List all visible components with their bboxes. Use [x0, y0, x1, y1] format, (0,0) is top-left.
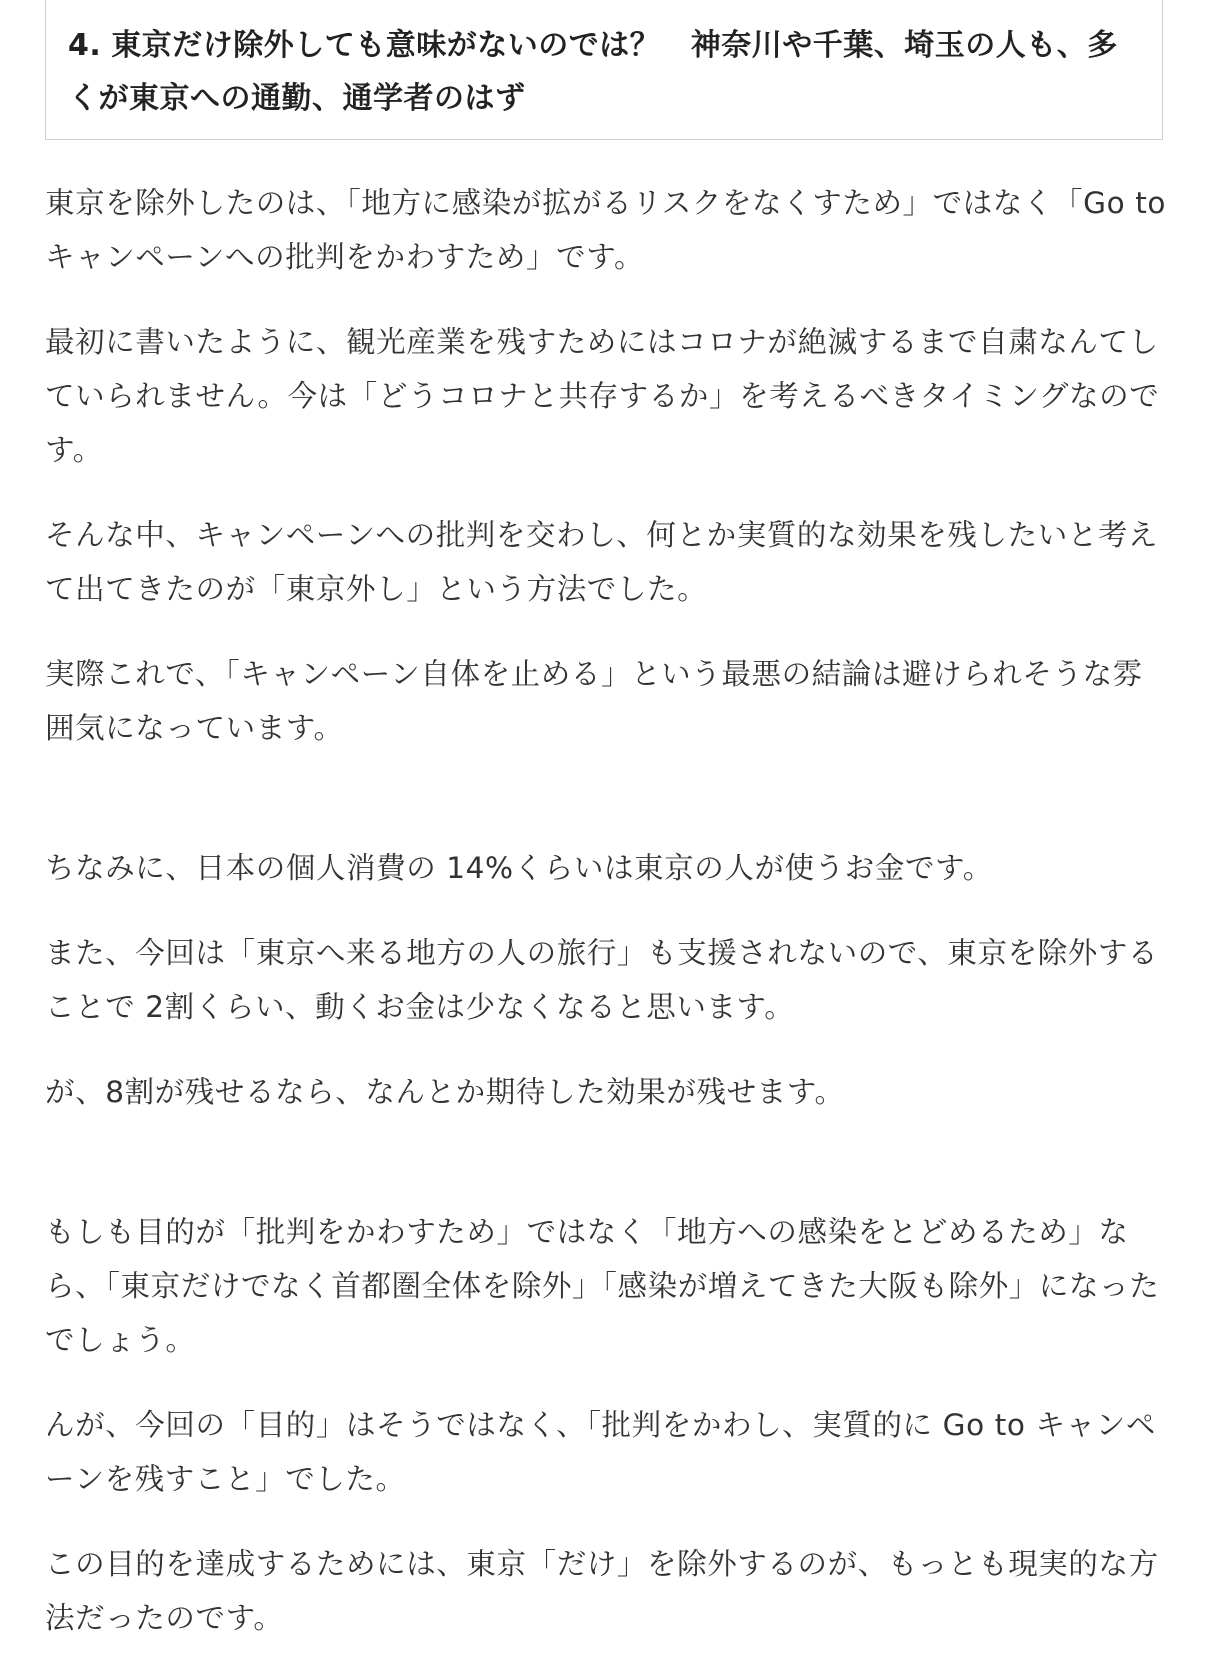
paragraph: ちなみに、日本の個人消費の 14%くらいは東京の人が使うお金です。 [45, 851, 993, 885]
paragraph: そんな中、キャンペーンへの批判を交わし、何とか実質的な効果を残したいと考えて出てきたのが「東京外し」という方法でした。 [45, 518, 1159, 606]
section-number: 4. [68, 28, 102, 63]
paragraph: んが、今回の「目的」はそうではなく、「批判をかわし、実質的に Go to キャンペーンを残すこと」でした。 [45, 1408, 1156, 1496]
paragraph: また、今回は「東京へ来る地方の人の旅行」も支援されないので、東京を除外することで 2割くらい、動くお金は少なくなると思います。 [45, 936, 1159, 1024]
paragraph: 最初に書いたように、観光産業を残すためにはコロナが絶滅するまで自粛なんてしていられません。今は「どうコロナと共存するか」を考えるべきタイミングなのです。 [45, 325, 1160, 467]
blank-line [45, 1150, 1170, 1205]
paragraph: が、8割が残せるなら、なんとか期待した効果が残せます。 [45, 1075, 845, 1109]
paragraph: もしも目的が「批判をかわすため」ではなく「地方への感染をとどめるため」なら、「東京だけでなく首都圏全体を除外」「感染が増えてきた大阪も除外」になったでしょう。 [45, 1215, 1160, 1357]
paragraph: 東京を除外したのは、「地方に感染が拡がるリスクをなくすため」ではなく「Go to キャンペーンへの批判をかわすため」です。 [45, 186, 1177, 274]
section-heading [68, 19, 1148, 125]
paragraph: 実際これで、「キャンペーン自体を止める」という最悪の結論は避けられそうな雰囲気になっています。 [45, 657, 1143, 745]
paragraph: この目的を達成するためには、東京「だけ」を除外するのが、もっとも現実的な方法だったのです。 [45, 1547, 1159, 1635]
blank-line [45, 786, 1170, 841]
section-heading-text: 東京だけ除外しても意味がないのでは？ 神奈川や千葉、埼玉の人も、多くが東京への通勤、通学者のはず [68, 28, 1118, 116]
section-heading-box [45, 0, 1163, 140]
article-body [45, 176, 1177, 1676]
